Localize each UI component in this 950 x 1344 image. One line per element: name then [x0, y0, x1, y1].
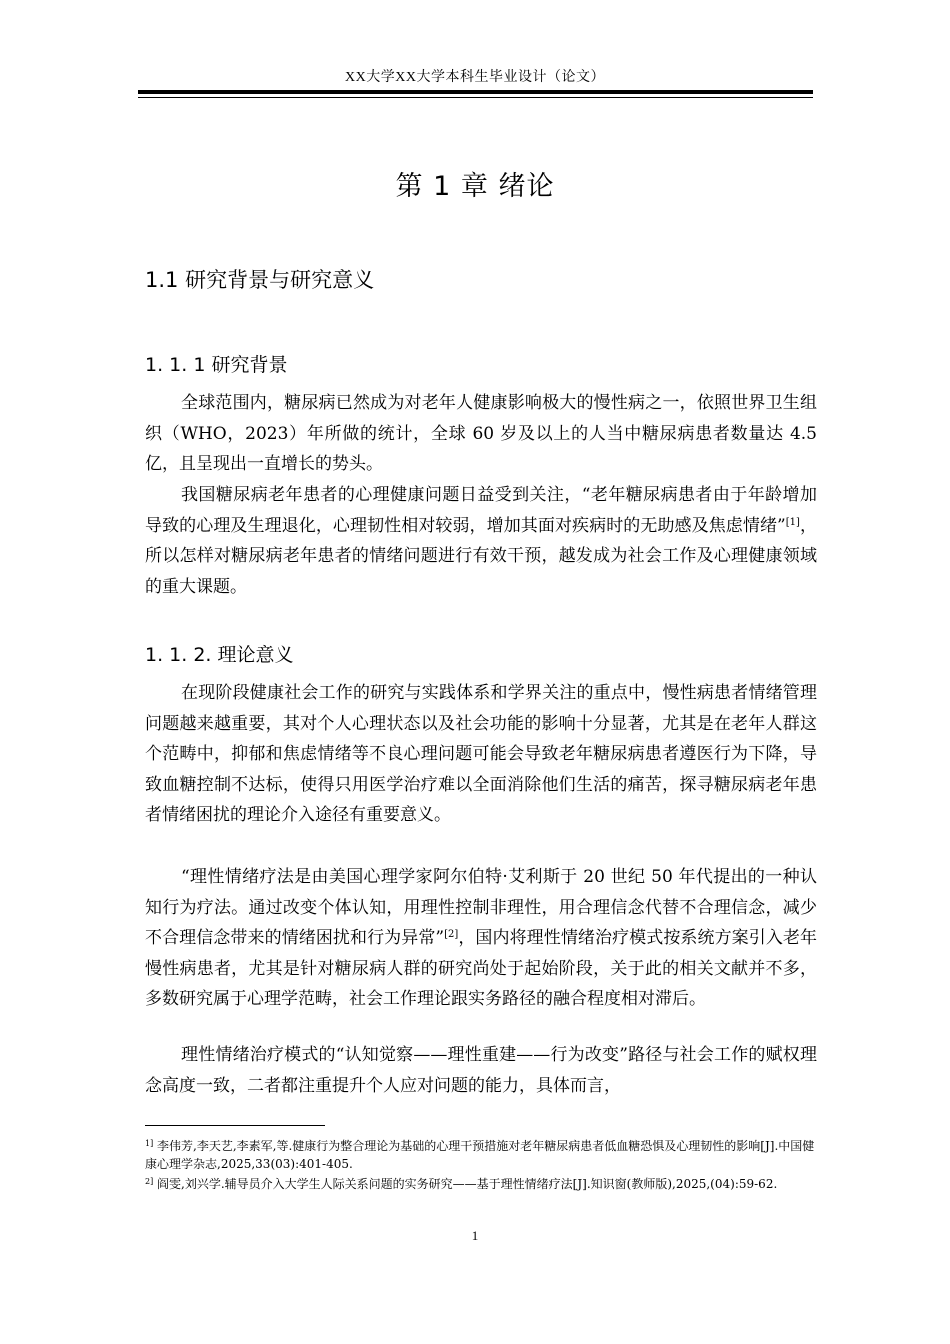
citation-ref-1[interactable]: [1]: [785, 516, 800, 528]
paragraph-text: ，所以怎样对糖尿病老年患者的情绪问题进行有效干预，越发成为社会工作及心理健康领域的重大课题。: [145, 515, 817, 597]
footnote-1: [145, 1137, 815, 1173]
paragraph-theory-3: 理性情绪治疗模式的“认知觉察——理性重建——行为改变”路径与社会工作的赋权理念高度一致，二者都注重提升个人应对问题的能力，具体而言，: [145, 1045, 817, 1096]
header-rule-thick: [138, 90, 813, 94]
footnote-2: [145, 1175, 815, 1193]
paragraph-text: “理性情绪疗法是由美国心理学家阿尔伯特·艾利斯于 20 世纪 50 年代提出的一种认知行为疗法。通过改变个体认知，用理性控制非理性，用合理信念代替不合理信念，减少不合理信念带来的情绪困扰和行为异常”: [145, 867, 817, 948]
footnote-text: 李伟芳,李天艺,李素军,等.健康行为整合理论为基础的心理干预措施对老年糖尿病患者低血糖恐惧及心理韧性的影响[J].中国健康心理学杂志,2025,33(03):401-405.: [145, 1139, 815, 1171]
citation-ref-2[interactable]: [2]: [444, 929, 459, 940]
page-number: 1: [471, 1228, 479, 1243]
footnote-separator: [145, 1125, 325, 1126]
paragraph-theory-1: 在现阶段健康社会工作的研究与实践体系和学界关注的重点中，慢性病患者情绪管理问题越来越重要，其对个人心理状态以及社会功能的影响十分显著，尤其是在老年人群这个范畴中，抑郁和焦虑情绪等不良心理问题可能会导致老年糖尿病患者遵医行为下降，导致血糖控制不达标，使得只用医学治疗难以全面消除他们生活的痛苦，探寻糖尿病老年患者情绪困扰的理论介入途径有重要意义。: [145, 683, 817, 825]
chapter-title: 第 1 章 绪论: [395, 171, 555, 202]
footnote-mark: 1]: [145, 1139, 154, 1148]
subsection-heading-background: 1. 1. 1 研究背景: [145, 354, 288, 376]
running-header: XX大学XX大学本科生毕业设计（论文）: [345, 70, 605, 85]
footnotes: [145, 1137, 815, 1195]
paragraph-background-1: 全球范围内，糖尿病已然成为对老年人健康影响极大的慢性病之一，依照世界卫生组织（WHO，2023）年所做的统计，全球 60 岁及以上的人当中糖尿病患者数量达 4.5 亿，且呈现出一直增长的势头。: [145, 393, 817, 474]
footnote-text: 阎雯,刘兴学.辅导员介入大学生人际关系问题的实务研究——基于理性情绪疗法[J].知识窗(教师版),2025,(04):59-62.: [153, 1177, 778, 1191]
section-heading: 1.1 研究背景与研究意义: [145, 268, 375, 292]
header-rule-thin: [138, 97, 813, 98]
paragraph-background-2: [145, 480, 817, 602]
subsection-heading-theory: 1. 1. 2. 理论意义: [145, 644, 294, 666]
paragraph-theory-2: [145, 862, 817, 1015]
paragraph-text: 我国糖尿病老年患者的心理健康问题日益受到关注，“老年糖尿病患者由于年龄增加导致的心理及生理退化，心理韧性相对较弱，增加其面对疾病时的无助感及焦虑情绪”: [145, 485, 817, 536]
paragraph-text: ，国内将理性情绪治疗模式按系统方案引入老年慢性病患者，尤其是针对糖尿病人群的研究尚处于起始阶段，关于此的相关文献并不多，多数研究属于心理学范畴，社会工作理论跟实务路径的融合程度相对滞后。: [145, 928, 817, 1009]
footnote-mark: 2]: [145, 1177, 154, 1186]
